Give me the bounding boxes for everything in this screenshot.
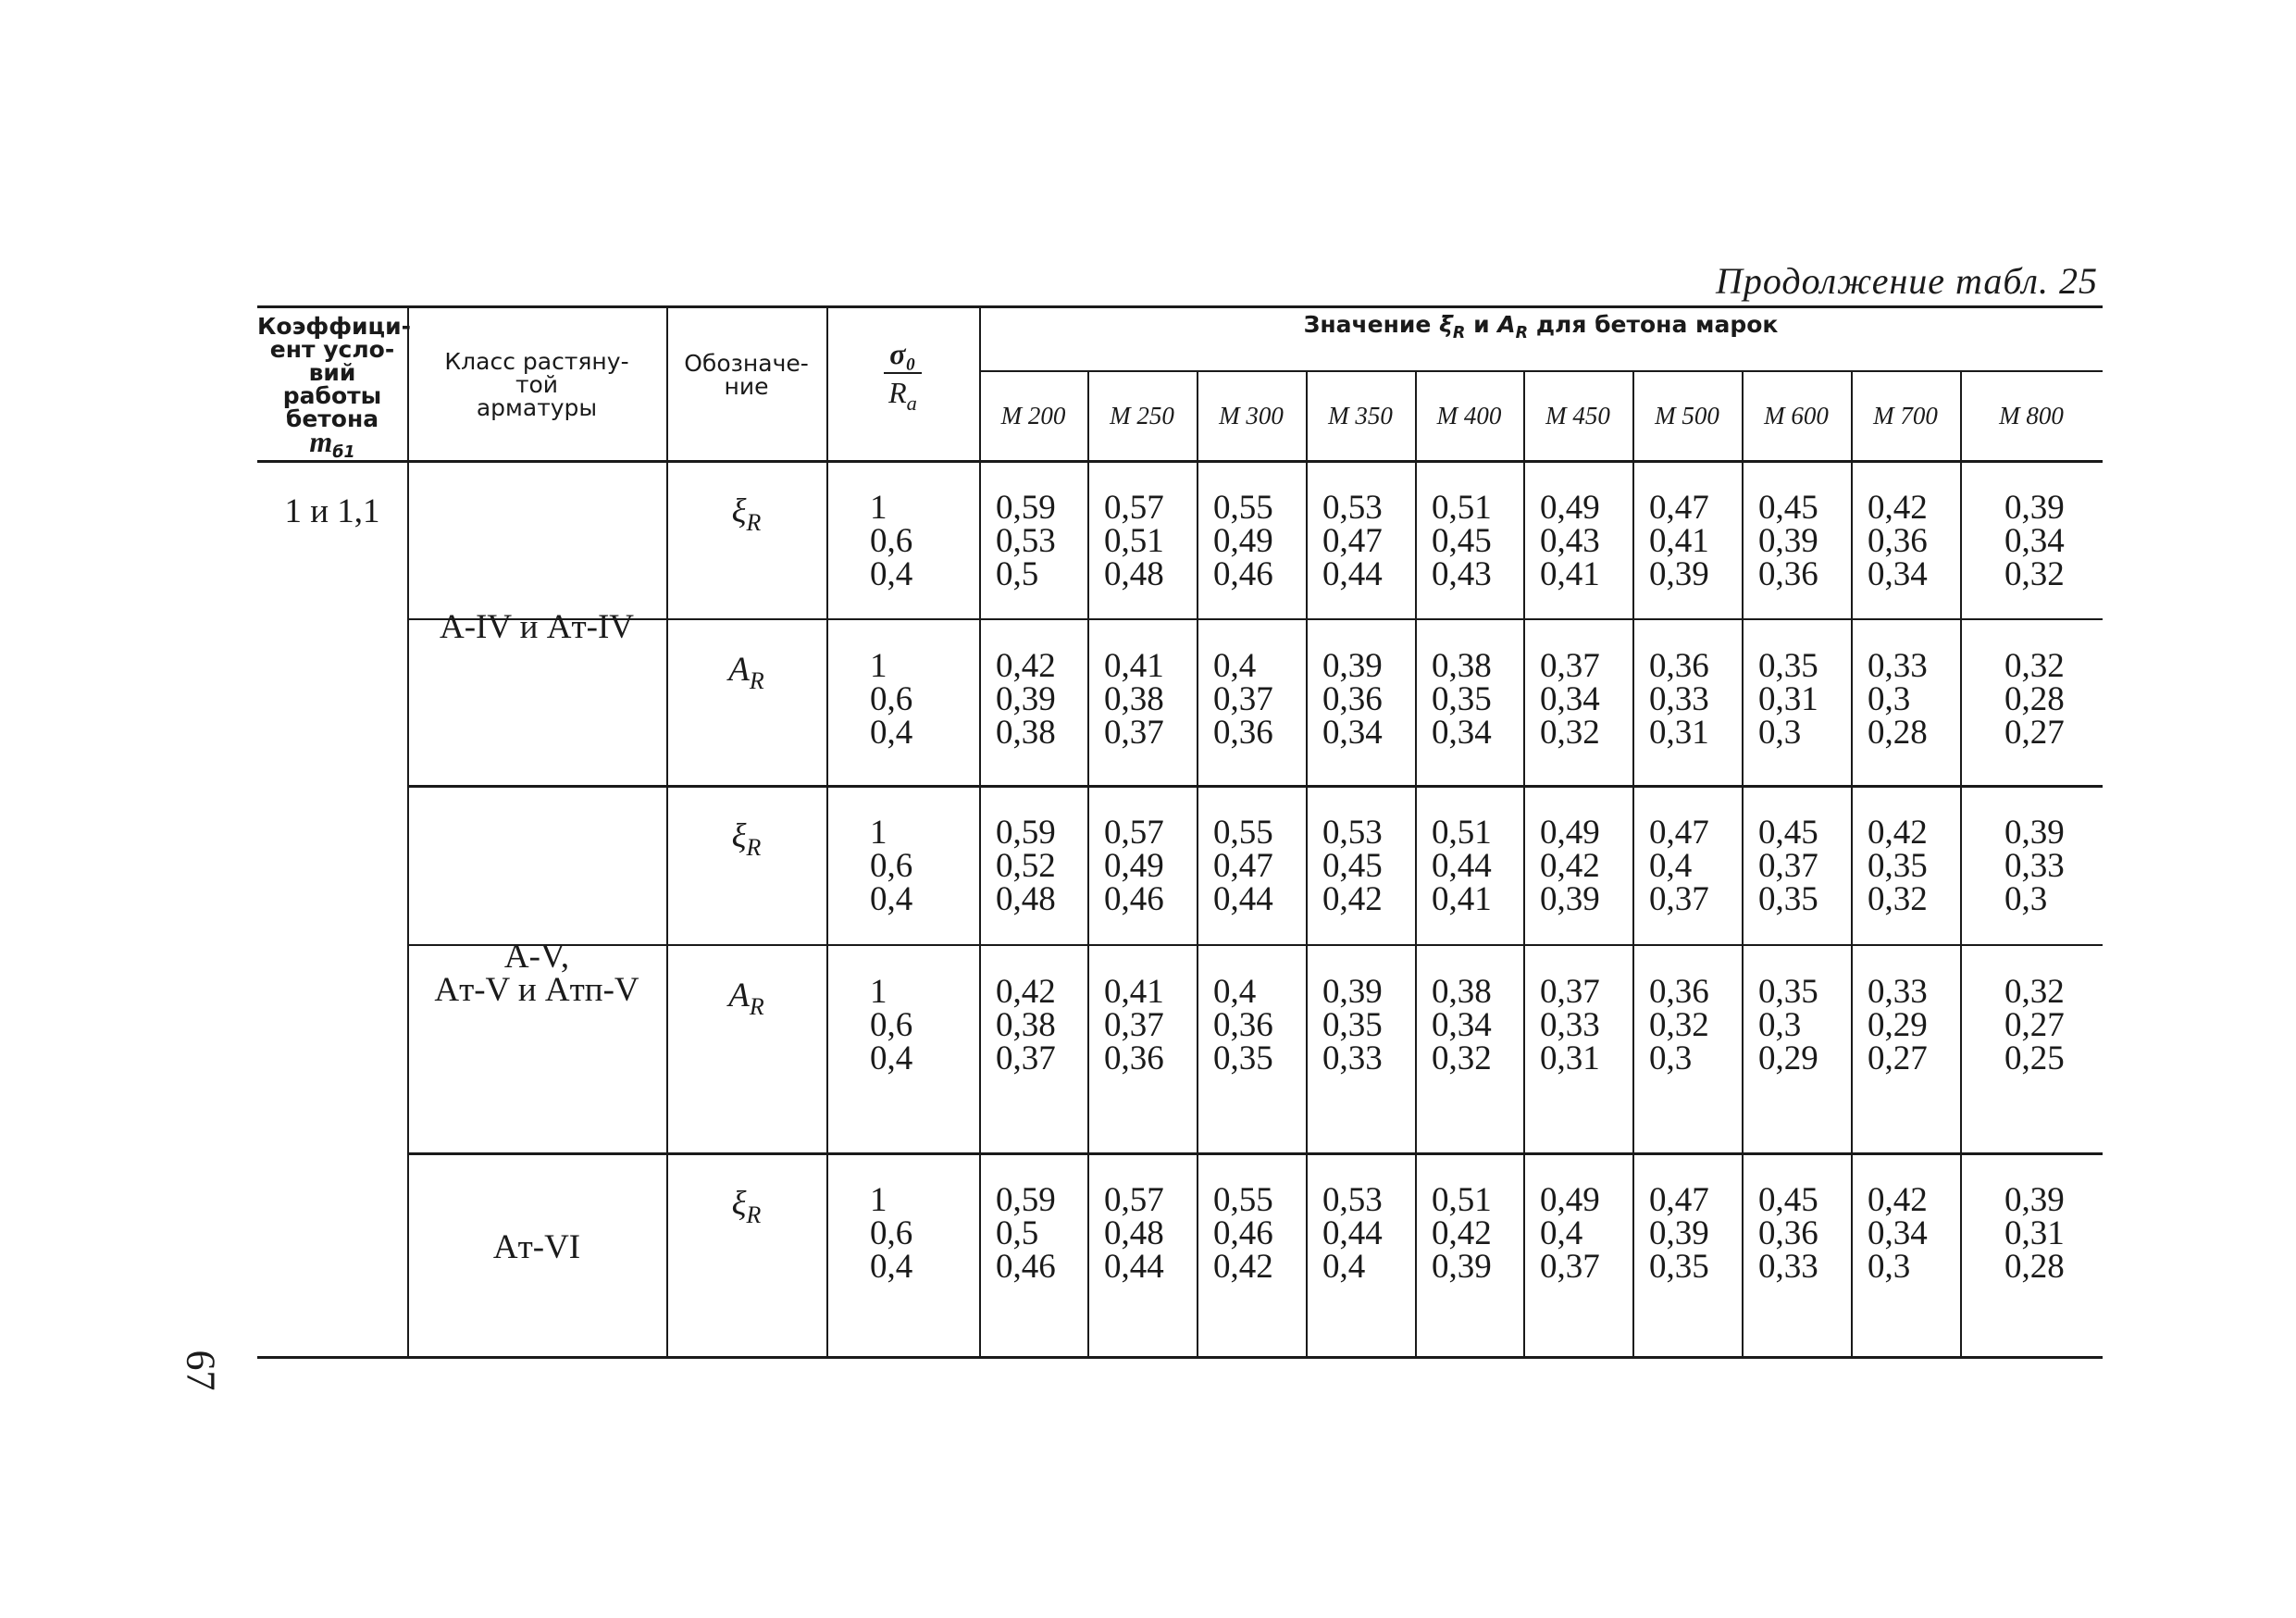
designation-1-1 <box>666 979 826 1024</box>
designation-symbol-sub: R <box>746 509 762 537</box>
header-ratio-denominator <box>826 374 979 422</box>
designation-symbol: ξ <box>731 492 747 530</box>
grade-column-divider <box>1523 370 1525 1356</box>
header-designation <box>666 352 826 398</box>
page-number: 67 <box>178 1350 224 1391</box>
value-cell: 0,53 0,47 0,44 <box>1322 489 1383 593</box>
header-designation-text: Обозначе- ние <box>684 350 809 400</box>
designation-symbol-sub: R <box>749 993 764 1021</box>
grade-column-divider <box>1415 370 1417 1356</box>
designation-symbol: ξ <box>731 1185 747 1223</box>
value-cell: 0,39 0,31 0,28 <box>2004 1181 2065 1286</box>
value-cell: 0,59 0,52 0,48 <box>996 814 1056 918</box>
header-ratio-numerator: σ₀ <box>884 335 921 374</box>
value-cell: 0,41 0,37 0,36 <box>1104 973 1164 1077</box>
value-cell: 0,42 0,35 0,32 <box>1868 814 1928 918</box>
value-cell: 0,42 0,34 0,3 <box>1868 1181 1928 1286</box>
value-cell: 0,51 0,42 0,39 <box>1432 1181 1492 1286</box>
value-cell: 0,53 0,44 0,4 <box>1322 1181 1383 1286</box>
value-cell: 0,47 0,41 0,39 <box>1649 489 1709 593</box>
designation-symbol: ξ <box>731 817 747 855</box>
value-cell: 0,47 0,39 0,35 <box>1649 1181 1709 1286</box>
grade-header-6: М 500 <box>1655 402 1719 429</box>
grade-column-divider <box>1632 370 1634 1356</box>
header-ratio-den-symbol: R <box>888 376 907 409</box>
value-cell: 0,59 0,5 0,46 <box>996 1181 1056 1286</box>
value-cell: 0,32 0,28 0,27 <box>2004 647 2065 752</box>
value-cell: 0,57 0,49 0,46 <box>1104 814 1164 918</box>
designation-symbol: A <box>728 651 750 689</box>
grade-header-4: М 400 <box>1436 402 1502 429</box>
value-cell: 0,42 0,36 0,34 <box>1868 489 1928 593</box>
value-cell: 0,39 0,34 0,32 <box>2004 489 2065 593</box>
values-title-and: и <box>1465 311 1498 338</box>
group-separator <box>407 785 2103 788</box>
designation-0-0 <box>666 492 826 540</box>
value-cell: 0,33 0,29 0,27 <box>1868 973 1928 1077</box>
header-coef-text: Коэффици- ент усло- вий работы бетона <box>257 313 411 432</box>
grade-header-8: М 700 <box>1873 402 1938 429</box>
header-bottom-rule <box>257 460 2103 463</box>
value-cell: 0,57 0,51 0,48 <box>1104 489 1164 593</box>
value-cell: 0,55 0,46 0,42 <box>1213 1181 1273 1286</box>
grade-column-divider <box>1851 370 1853 1356</box>
header-ratio <box>826 335 979 422</box>
value-cell: 0,33 0,3 0,28 <box>1868 647 1928 752</box>
header-class <box>407 350 666 419</box>
value-cell: 0,38 0,35 0,34 <box>1432 647 1492 752</box>
grade-header-2: М 300 <box>1219 402 1284 429</box>
header-coef-symbol: m <box>309 425 333 458</box>
grade-header-3: М 350 <box>1328 402 1393 429</box>
value-cell: 0,38 0,34 0,32 <box>1432 973 1492 1077</box>
value-cell: 0,45 0,36 0,33 <box>1758 1181 1818 1286</box>
designation-symbol-sub: R <box>749 667 764 695</box>
values-title-xi-sub: R <box>1452 324 1466 343</box>
value-cell: 0,57 0,48 0,44 <box>1104 1181 1164 1286</box>
class-label-2: Aт-VI <box>492 1228 581 1266</box>
value-cell: 0,49 0,42 0,39 <box>1540 814 1600 918</box>
header-class-text: Класс растяну- той арматуры <box>444 348 629 421</box>
designation-column-divider <box>826 305 828 1356</box>
designation-0-1 <box>666 653 826 698</box>
ratio-values-0-0: 1 0,6 0,4 <box>870 489 913 593</box>
value-cell: 0,55 0,47 0,44 <box>1213 814 1273 918</box>
value-cell: 0,47 0,4 0,37 <box>1649 814 1709 918</box>
value-cell: 0,39 0,33 0,3 <box>2004 814 2065 918</box>
header-values-title <box>979 313 2103 345</box>
class-label-1: A-V, Aт-V и Aтп-V <box>434 937 639 1009</box>
value-cell: 0,41 0,38 0,37 <box>1104 647 1164 752</box>
header-ratio-den-sub: a <box>906 391 917 415</box>
group-separator <box>407 1152 2103 1155</box>
class-label-0: A-IV и Aт-IV <box>440 607 634 646</box>
value-cell: 0,36 0,32 0,3 <box>1649 973 1709 1077</box>
designation-1-0 <box>666 817 826 865</box>
value-cell: 0,32 0,27 0,25 <box>2004 973 2065 1077</box>
ratio-values-2-0: 1 0,6 0,4 <box>870 1181 913 1286</box>
value-cell: 0,45 0,37 0,35 <box>1758 814 1818 918</box>
values-title-a-sub: R <box>1515 324 1529 343</box>
designation-2-0 <box>666 1185 826 1232</box>
header-coef-symbol-sub: б1 <box>332 443 355 463</box>
value-cell: 0,37 0,34 0,32 <box>1540 647 1600 752</box>
value-cell: 0,35 0,31 0,3 <box>1758 647 1818 752</box>
value-cell: 0,39 0,35 0,33 <box>1322 973 1383 1077</box>
value-cell: 0,45 0,39 0,36 <box>1758 489 1818 593</box>
values-title-suffix: для бетона марок <box>1528 311 1779 338</box>
value-cell: 0,55 0,49 0,46 <box>1213 489 1273 593</box>
value-cell: 0,35 0,3 0,29 <box>1758 973 1818 1077</box>
value-cell: 0,4 0,37 0,36 <box>1213 647 1273 752</box>
grade-header-0: М 200 <box>1000 402 1066 429</box>
value-cell: 0,53 0,45 0,42 <box>1322 814 1383 918</box>
grade-column-divider <box>1960 370 1962 1356</box>
grade-header-1: М 250 <box>1110 402 1174 429</box>
value-cell: 0,42 0,38 0,37 <box>996 973 1056 1077</box>
grade-header-7: М 600 <box>1764 402 1829 429</box>
designation-symbol-sub: R <box>746 834 762 862</box>
value-cell: 0,36 0,33 0,31 <box>1649 647 1709 752</box>
grade-column-divider <box>1197 370 1198 1356</box>
grade-header-9: М 800 <box>1999 402 2064 429</box>
ratio-values-0-1: 1 0,6 0,4 <box>870 647 913 752</box>
grade-header-5: М 450 <box>1545 402 1610 429</box>
value-cell: 0,51 0,45 0,43 <box>1432 489 1492 593</box>
table-top-rule <box>257 305 2103 308</box>
ratio-values-1-0: 1 0,6 0,4 <box>870 814 913 918</box>
grade-column-divider <box>1742 370 1744 1356</box>
coef-value: 1 и 1,1 <box>284 492 380 530</box>
coef-column-divider <box>407 305 409 1356</box>
value-cell: 0,37 0,33 0,31 <box>1540 973 1600 1077</box>
grade-column-divider <box>1306 370 1308 1356</box>
value-cell: 0,49 0,4 0,37 <box>1540 1181 1600 1286</box>
value-cell: 0,4 0,36 0,35 <box>1213 973 1273 1077</box>
grade-header-rule <box>979 370 2103 372</box>
grade-column-divider <box>1087 370 1089 1356</box>
value-cell: 0,42 0,39 0,38 <box>996 647 1056 752</box>
table-caption: Продолжение табл. 25 <box>1715 260 2098 302</box>
values-title-prefix: Значение <box>1303 311 1440 338</box>
header-coef <box>257 313 411 465</box>
values-title-a: A <box>1497 311 1516 338</box>
ratio-values-1-1: 1 0,6 0,4 <box>870 973 913 1077</box>
values-title-xi: ξ <box>1439 311 1453 338</box>
value-cell: 0,51 0,44 0,41 <box>1432 814 1492 918</box>
value-cell: 0,39 0,36 0,34 <box>1322 647 1383 752</box>
value-cell: 0,59 0,53 0,5 <box>996 489 1056 593</box>
designation-symbol-sub: R <box>746 1201 762 1229</box>
designation-symbol: A <box>728 977 750 1014</box>
table-bottom-rule <box>257 1356 2103 1359</box>
value-cell: 0,49 0,43 0,41 <box>1540 489 1600 593</box>
ratio-column-divider <box>979 305 981 1356</box>
